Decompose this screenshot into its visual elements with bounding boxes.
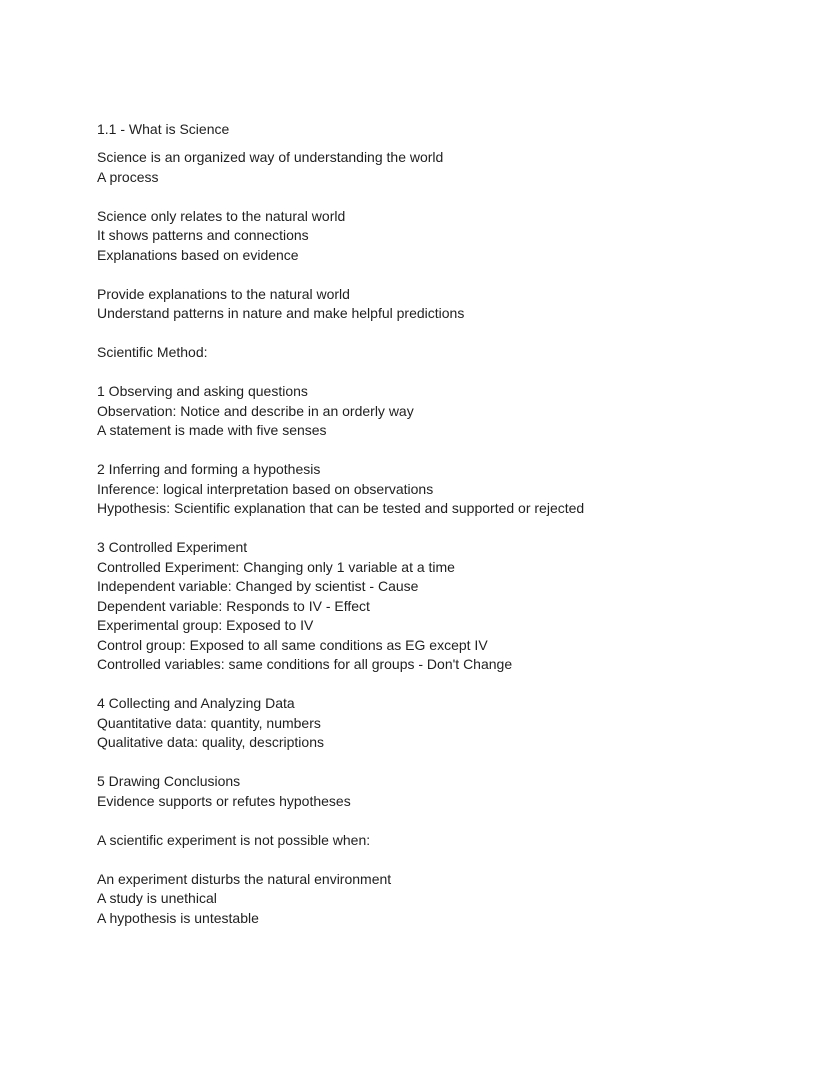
text-line: An experiment disturbs the natural environment bbox=[97, 870, 392, 887]
paragraph bbox=[97, 343, 788, 363]
paragraph bbox=[97, 772, 788, 811]
text-line: 2 Inferring and forming a hypothesis bbox=[97, 461, 321, 477]
text-line: A study is unethical bbox=[97, 890, 217, 906]
text-line: Science is an organized way of understanding the world bbox=[97, 149, 444, 165]
document-title: 1.1 - What is Science bbox=[97, 121, 230, 137]
paragraph bbox=[97, 460, 788, 519]
text-line: Explanations based on evidence bbox=[97, 246, 299, 263]
text-line: Understand patterns in nature and make helpful predictions bbox=[97, 305, 465, 321]
text-line: A scientific experiment is not possible when: bbox=[97, 831, 371, 848]
paragraph bbox=[97, 831, 788, 851]
paragraph bbox=[97, 382, 788, 441]
text-line: Qualitative data: quality, descriptions bbox=[97, 734, 324, 750]
paragraph bbox=[97, 538, 788, 675]
text-line: A hypothesis is untestable bbox=[97, 909, 259, 926]
text-line: Control group: Exposed to all same conditions as EG except IV bbox=[97, 636, 488, 653]
text-line: Scientific Method: bbox=[97, 344, 208, 360]
paragraph bbox=[97, 694, 788, 753]
paragraph bbox=[97, 285, 788, 324]
text-line: 3 Controlled Experiment bbox=[97, 539, 248, 555]
text-line: A process bbox=[97, 168, 159, 185]
text-line: Dependent variable: Responds to IV - Effect bbox=[97, 597, 370, 614]
text-line: Controlled variables: same conditions for all groups - Don't Change bbox=[97, 656, 513, 672]
text-line: 4 Collecting and Analyzing Data bbox=[97, 695, 295, 711]
text-line: Independent variable: Changed by scientist - Cause bbox=[97, 578, 419, 594]
text-line: Quantitative data: quantity, numbers bbox=[97, 714, 321, 731]
text-line: Observation: Notice and describe in an orderly way bbox=[97, 402, 414, 419]
text-line: 1 Observing and asking questions bbox=[97, 383, 308, 399]
paragraph bbox=[97, 870, 788, 929]
text-line: Provide explanations to the natural world bbox=[97, 285, 350, 302]
text-line: Evidence supports or refutes hypotheses bbox=[97, 792, 351, 809]
text-line: A statement is made with five senses bbox=[97, 422, 327, 438]
text-line: Hypothesis: Scientific explanation that can be tested and supported or rejected bbox=[97, 500, 585, 516]
paragraph bbox=[97, 207, 788, 266]
text-line: Inference: logical interpretation based on observations bbox=[97, 480, 434, 497]
document-body bbox=[97, 148, 788, 928]
text-line: 5 Drawing Conclusions bbox=[97, 773, 241, 789]
text-line: Controlled Experiment: Changing only 1 variable at a time bbox=[97, 558, 455, 575]
text-line: It shows patterns and connections bbox=[97, 227, 309, 243]
document-content bbox=[97, 120, 788, 928]
text-line: Science only relates to the natural world bbox=[97, 207, 346, 224]
paragraph bbox=[97, 148, 788, 187]
text-line: Experimental group: Exposed to IV bbox=[97, 617, 314, 633]
